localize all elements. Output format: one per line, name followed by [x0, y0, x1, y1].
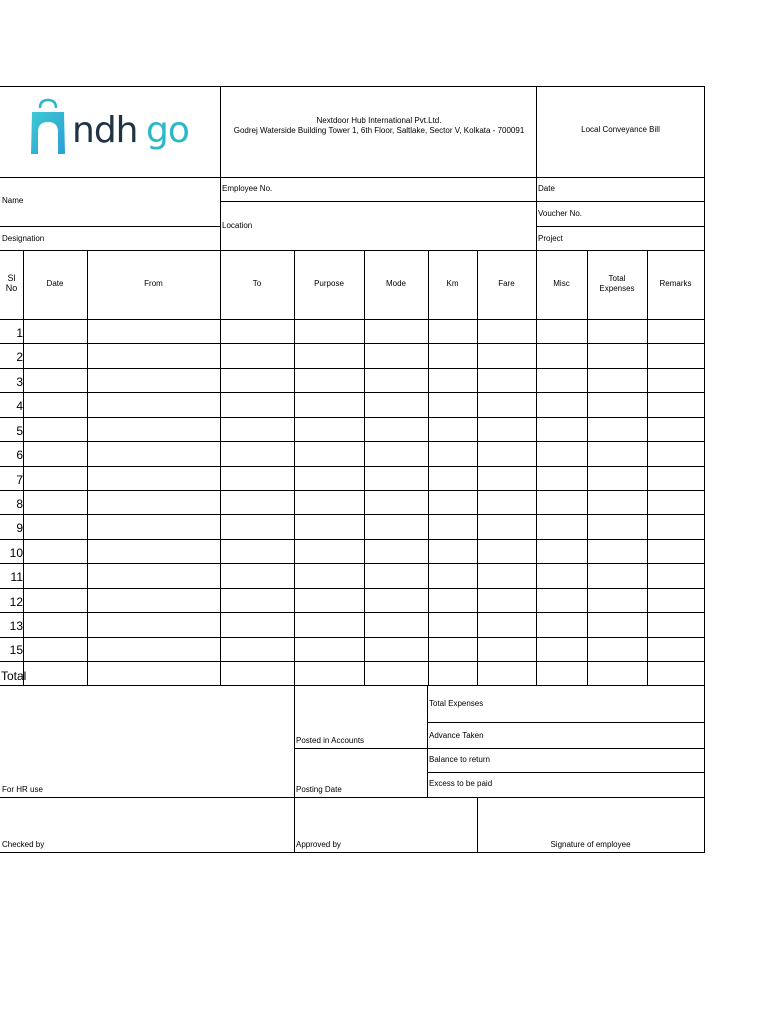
col-line-fare — [536, 250, 537, 686]
row-number: 3 — [16, 375, 23, 389]
svg-text:ndh: ndh — [72, 110, 138, 151]
row-line — [0, 588, 705, 589]
project-label: Project — [538, 234, 563, 243]
footer-line-col1 — [294, 685, 295, 853]
header-purpose: Purpose — [314, 279, 344, 288]
row-number: 5 — [16, 424, 23, 438]
row-line — [0, 661, 705, 662]
approved-by-label: Approved by — [296, 840, 341, 849]
row-line — [0, 368, 705, 369]
border-top — [0, 86, 705, 87]
footer-line — [427, 772, 705, 773]
line-info-bottom — [0, 250, 705, 251]
row-line — [0, 539, 705, 540]
header-misc: Misc — [553, 279, 570, 288]
header-total-expenses: Total Expenses — [599, 274, 635, 293]
row-number: 11 — [10, 570, 23, 584]
row-number: 10 — [9, 546, 23, 560]
row-number: 15 — [9, 643, 23, 657]
col-line-purpose — [364, 250, 365, 686]
row-line — [0, 441, 705, 442]
advance-taken-label: Advance Taken — [429, 731, 484, 740]
signature-of-employee-label: Signature of employee — [550, 840, 631, 849]
employee-no-label: Employee No. — [222, 184, 273, 193]
company-name: Nextdoor Hub International Pvt.Ltd. — [316, 116, 442, 125]
row-line — [0, 637, 705, 638]
company-logo — [28, 98, 198, 168]
company-info — [222, 116, 536, 136]
header-from: From — [144, 279, 163, 288]
row-number: 12 — [9, 595, 23, 609]
posted-in-accounts-label: Posted in Accounts — [296, 736, 365, 745]
row-line — [0, 490, 705, 491]
header-sl-no: Sl No — [5, 273, 18, 293]
line-emp-date — [220, 201, 705, 202]
row-number: 1 — [16, 326, 23, 340]
name-label: Name — [2, 196, 24, 205]
row-line — [0, 612, 705, 613]
excess-to-be-paid-label: Excess to be paid — [429, 779, 493, 788]
header-mode: Mode — [385, 279, 406, 288]
row-number: 4 — [16, 399, 23, 413]
designation-label: Designation — [2, 234, 45, 243]
location-label: Location — [222, 221, 253, 230]
header-fare: Fare — [498, 279, 515, 288]
row-number: 6 — [16, 448, 23, 462]
col-line-total — [647, 250, 648, 686]
row-line — [0, 343, 705, 344]
date-label: Date — [538, 184, 555, 193]
row-number: 13 — [9, 619, 23, 633]
border-right — [704, 86, 705, 853]
header-km: Km — [446, 279, 459, 288]
for-hr-use-label: For HR use — [2, 785, 43, 794]
line-header-bottom — [0, 177, 705, 178]
row-number: 8 — [16, 497, 23, 511]
footer-line-col2 — [427, 685, 428, 797]
row-line-total-bottom — [0, 685, 705, 686]
col-line-sl — [23, 250, 24, 686]
row-line — [0, 417, 705, 418]
col-line-km — [477, 250, 478, 686]
line-voucher-bottom — [536, 226, 705, 227]
balance-to-return-label: Balance to return — [429, 755, 490, 764]
footer-line — [0, 797, 705, 798]
col-line-date — [87, 250, 88, 686]
row-line — [0, 466, 705, 467]
row-line — [0, 514, 705, 515]
header-to: To — [252, 279, 262, 288]
col-line-to — [294, 250, 295, 686]
checked-by-label: Checked by — [2, 840, 45, 849]
row-line — [0, 392, 705, 393]
row-number: 9 — [16, 521, 23, 535]
voucher-no-label: Voucher No. — [538, 209, 583, 218]
header-date: Date — [46, 279, 64, 288]
footer-line — [294, 748, 705, 749]
header-remarks: Remarks — [659, 279, 692, 288]
col-line-from — [220, 250, 221, 686]
col-line-misc — [587, 250, 588, 686]
posting-date-label: Posting Date — [296, 785, 342, 794]
svg-text:go: go — [146, 110, 189, 151]
total-label: Total — [1, 669, 27, 683]
col-line-mode — [428, 250, 429, 686]
total-expenses-label: Total Expenses — [429, 699, 484, 708]
company-address: Godrej Waterside Building Tower 1, 6th Floor, Saltlake, Sector V, Kolkata - 700091 — [233, 126, 525, 135]
line-name-bottom — [0, 226, 221, 227]
row-line — [0, 563, 705, 564]
line-title-left — [536, 86, 537, 251]
form-title: Local Conveyance Bill — [581, 125, 660, 134]
border-bottom — [0, 852, 705, 853]
line-table-header-bottom — [0, 319, 705, 320]
row-number: 2 — [16, 350, 23, 364]
line-logo-right — [220, 86, 221, 251]
row-number: 7 — [16, 473, 23, 487]
footer-line — [427, 722, 705, 723]
